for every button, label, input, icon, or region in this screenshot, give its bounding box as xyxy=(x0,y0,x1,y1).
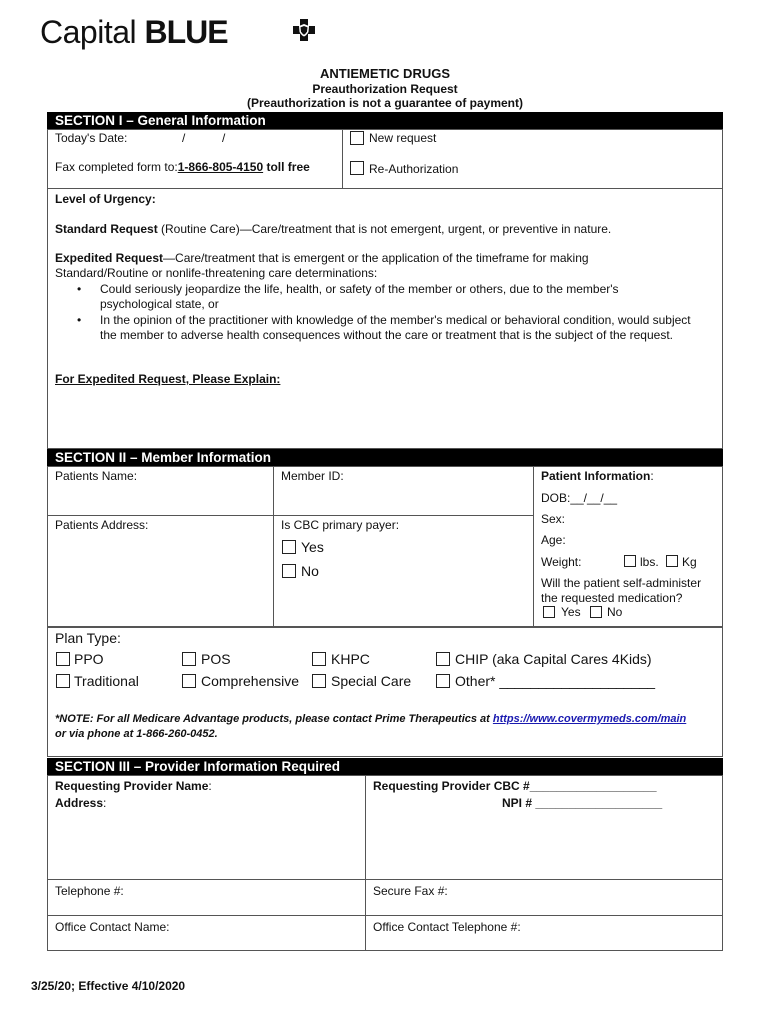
medicare-note-text: *NOTE: For all Medicare Advantage products, please contact Prime Therapeutics at xyxy=(55,713,493,725)
plan-pos-label: POS xyxy=(201,651,231,667)
colon: : xyxy=(208,779,212,793)
cbc-primary-yes-label: Yes xyxy=(301,539,324,555)
standard-request-desc: (Routine Care)—Care/treatment that is not emergent, urgent, or preventive in nature. xyxy=(157,222,612,236)
expedited-explain-field[interactable] xyxy=(55,390,715,442)
section3-divider xyxy=(365,775,366,951)
medicare-note xyxy=(55,712,686,727)
covermymeds-link[interactable]: https://www.covermymeds.com/main xyxy=(492,713,687,725)
patient-information-heading xyxy=(541,469,654,484)
section2-row-divider xyxy=(47,515,533,516)
medicare-note-phone: or via phone at 1-866-260-0452. xyxy=(55,728,218,740)
section3-row-divider xyxy=(47,915,723,916)
weight-kg-checkbox[interactable] xyxy=(666,555,678,567)
section1-header: SECTION I – General Information xyxy=(47,112,723,129)
telephone-label: Telephone #: xyxy=(55,884,124,898)
dob-field[interactable]: DOB:__/__/__ xyxy=(541,491,618,505)
patient-address-label: Patients Address: xyxy=(55,518,149,532)
expedited-request-desc: —Care/treatment that is emergent or the application of the timeframe for making Standard/Routine or nonlife-threatening care determinations: xyxy=(55,251,589,280)
self-administer-yes-label: Yes xyxy=(561,605,581,619)
plan-comprehensive-label: Comprehensive xyxy=(201,673,300,689)
plan-khpc-checkbox[interactable] xyxy=(312,652,326,666)
expedited-bullet-2: In the opinion of the practitioner with knowledge of the member's medical or behavioral condition, would subject the member to adverse health consequences without the care or treatment that is the subject of the request. xyxy=(100,313,691,342)
provider-cbc-number-field[interactable]: Requesting Provider CBC #___________________ xyxy=(373,779,657,793)
reauthorization-label: Re-Authorization xyxy=(369,162,459,176)
reauthorization-checkbox[interactable] xyxy=(350,161,364,175)
cbc-primary-yes-checkbox[interactable] xyxy=(282,540,296,554)
cbc-primary-no-label: No xyxy=(301,563,319,579)
weight-lbs-label: lbs. xyxy=(640,555,659,569)
standard-request-text xyxy=(55,222,611,237)
footer-effective-date: 3/25/20; Effective 4/10/2020 xyxy=(31,979,186,993)
self-administer-yes-checkbox[interactable] xyxy=(543,606,555,618)
standard-request-title: Standard Request xyxy=(55,222,158,236)
section3-row-divider xyxy=(47,879,723,880)
plan-chip-label: CHIP (aka Capital Cares 4Kids) xyxy=(455,651,652,667)
self-administer-question: Will the patient self-administer the requested medication? xyxy=(541,576,702,605)
section1-divider xyxy=(342,129,343,188)
capital-blue-logo xyxy=(40,12,228,52)
address-label xyxy=(55,796,106,811)
npi-number-field[interactable]: NPI # ___________________ xyxy=(502,796,663,810)
blue-cross-shield-icon xyxy=(292,18,316,42)
form-title: ANTIEMETIC DRUGS xyxy=(320,66,450,81)
logo-word-capital: Capital xyxy=(40,14,137,50)
office-contact-name-label: Office Contact Name: xyxy=(55,920,170,934)
colon: : xyxy=(650,469,654,483)
address-title: Address xyxy=(55,796,104,810)
form-subtitle: Preauthorization Request xyxy=(312,82,458,96)
date-separator: / xyxy=(182,131,186,145)
fax-label: Fax completed form to: xyxy=(55,160,178,174)
new-request-checkbox[interactable] xyxy=(350,131,364,145)
plan-khpc-label: KHPC xyxy=(331,651,370,667)
plan-traditional-checkbox[interactable] xyxy=(56,674,70,688)
weight-kg-label: Kg xyxy=(682,555,697,569)
bullet-icon: • xyxy=(77,282,82,296)
patient-information-title: Patient Information xyxy=(541,469,651,483)
section2-header: SECTION II – Member Information xyxy=(47,449,723,466)
expedited-bullet-1: Could seriously jeopardize the life, health, or safety of the member or others, due to the member's psychological state, or xyxy=(100,282,619,311)
section1-row-divider xyxy=(47,188,723,189)
date-separator: / xyxy=(222,131,226,145)
fax-suffix: toll free xyxy=(263,160,310,174)
plan-type-label: Plan Type: xyxy=(55,630,121,646)
plan-comprehensive-checkbox[interactable] xyxy=(182,674,196,688)
fax-instruction xyxy=(55,160,310,175)
cbc-primary-no-checkbox[interactable] xyxy=(282,564,296,578)
todays-date-label: Today's Date: xyxy=(55,131,128,145)
plan-other-label: Other* ____________________ xyxy=(455,673,656,689)
expedited-explain-label: For Expedited Request, Please Explain: xyxy=(55,372,281,386)
fax-number: 1-866-805-4150 xyxy=(177,160,264,174)
sex-label: Sex: xyxy=(541,512,566,526)
form-disclaimer: (Preauthorization is not a guarantee of payment) xyxy=(246,96,524,110)
provider-name-title: Requesting Provider Name xyxy=(55,779,209,793)
secure-fax-label: Secure Fax #: xyxy=(373,884,448,898)
plan-pos-checkbox[interactable] xyxy=(182,652,196,666)
expedited-request-text xyxy=(55,251,655,281)
new-request-label: New request xyxy=(369,131,437,145)
plan-ppo-label: PPO xyxy=(74,651,104,667)
weight-lbs-checkbox[interactable] xyxy=(624,555,636,567)
plan-traditional-label: Traditional xyxy=(74,673,139,689)
self-administer-no-checkbox[interactable] xyxy=(590,606,602,618)
colon: : xyxy=(103,796,107,810)
section3-header: SECTION III – Provider Information Required xyxy=(47,758,723,775)
bullet-icon: • xyxy=(77,313,82,327)
cbc-primary-label: Is CBC primary payer: xyxy=(281,518,400,532)
logo-word-blue: BLUE xyxy=(144,14,228,50)
age-label: Age: xyxy=(541,533,566,547)
plan-other-checkbox[interactable] xyxy=(436,674,450,688)
patient-name-label: Patients Name: xyxy=(55,469,138,483)
member-id-label: Member ID: xyxy=(281,469,344,483)
office-contact-telephone-label: Office Contact Telephone #: xyxy=(373,920,521,934)
section2-divider xyxy=(273,466,274,627)
expedited-request-title: Expedited Request xyxy=(55,251,164,265)
section2-divider xyxy=(533,466,534,627)
plan-special-care-label: Special Care xyxy=(331,673,412,689)
plan-special-care-checkbox[interactable] xyxy=(312,674,326,688)
provider-name-label xyxy=(55,779,212,794)
weight-label: Weight: xyxy=(541,555,582,569)
plan-ppo-checkbox[interactable] xyxy=(56,652,70,666)
self-administer-no-label: No xyxy=(607,605,623,619)
urgency-label: Level of Urgency: xyxy=(55,192,156,206)
plan-chip-checkbox[interactable] xyxy=(436,652,450,666)
